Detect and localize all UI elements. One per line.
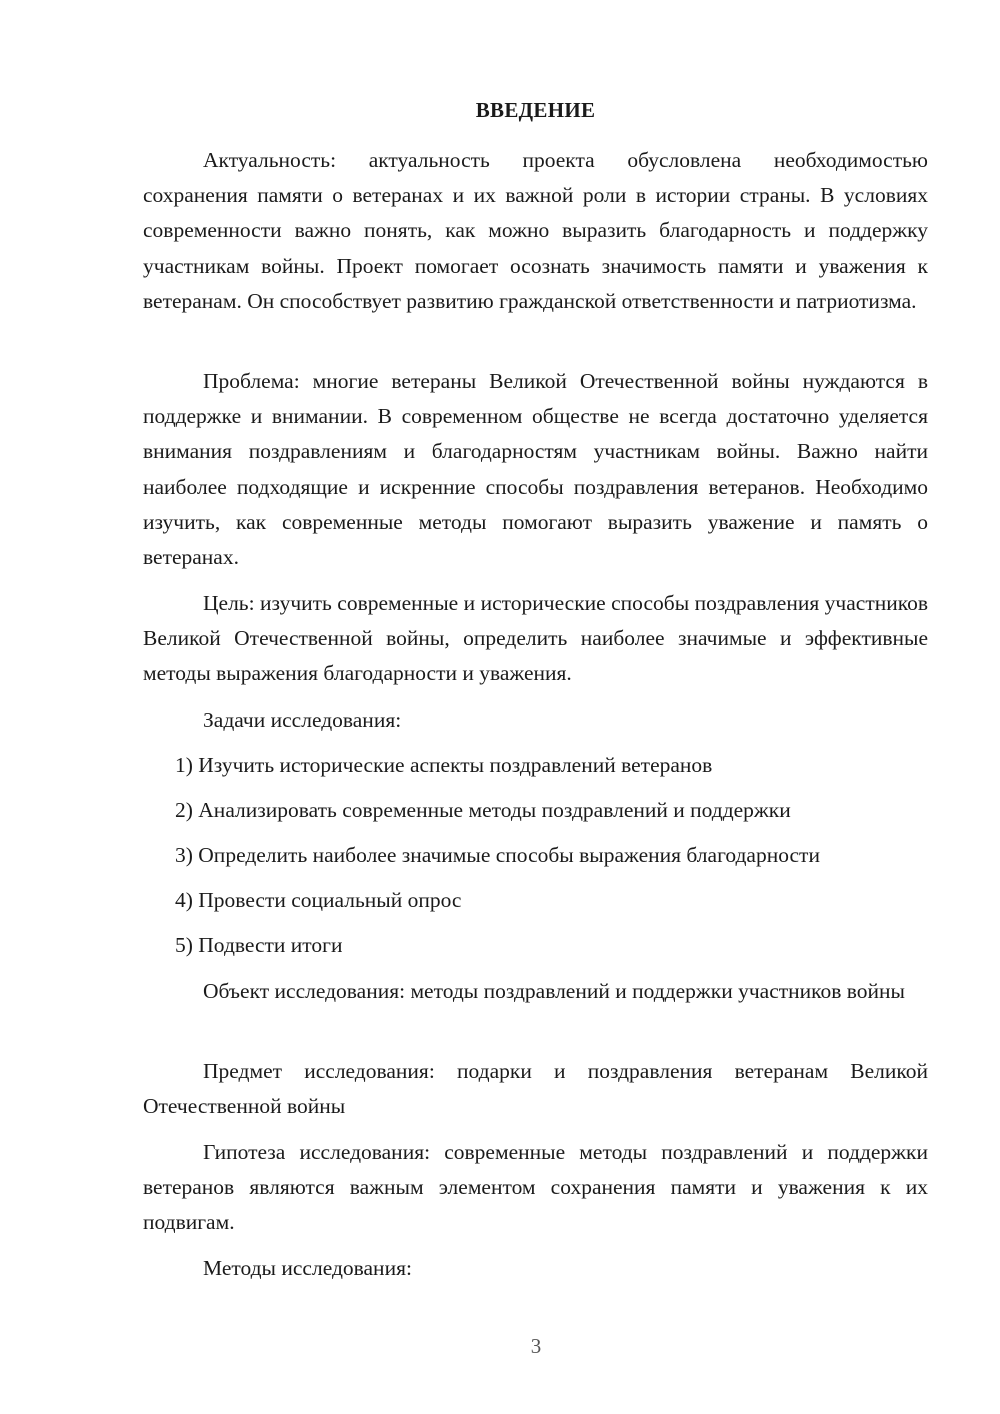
hypothesis-paragraph: Гипотеза исследования: современные методы поздравлений и поддержки ветеранов являются важным элементом сохранения памяти и уважения к их подвигам. bbox=[143, 1140, 928, 1235]
list-item: 2) Анализировать современные методы поздравлений и поддержки bbox=[175, 798, 791, 822]
list-item: 3) Определить наиболее значимые способы выражения благодарности bbox=[175, 843, 820, 867]
list-item: 5) Подвести итоги bbox=[175, 933, 343, 957]
problem-paragraph: Проблема: многие ветераны Великой Отечественной войны нуждаются в поддержке и внимании. В современном обществе не всегда достаточно уделяется внимания поздравлениям и благодарностям участникам войны. Важно найти наиболее подходящие и искренние способы поздравления ветеранов. Необходимо изучить, как современные методы помогают выразить уважение и память о ветеранах. bbox=[143, 369, 928, 570]
tasks-title: Задачи исследования: bbox=[203, 708, 402, 732]
page-number: 3 bbox=[530, 1334, 542, 1358]
list-item: 1) Изучить исторические аспекты поздравлений ветеранов bbox=[175, 753, 713, 777]
goal-paragraph: Цель: изучить современные и исторические способы поздравления участников Великой Отечественной войны, определить наиболее значимые и эффективные методы выражения благодарности и уважения. bbox=[143, 591, 928, 686]
relevance-paragraph: Актуальность: актуальность проекта обусловлена необходимостью сохранения памяти о ветеранах и их важной роли в истории страны. В условиях современности важно понять, как можно выразить благодарность и поддержку участникам войны. Проект помогает осознать значимость памяти и уважения к ветеранам. Он способствует развитию гражданской ответственности и патриотизма. bbox=[143, 148, 928, 313]
list-item: 4) Провести социальный опрос bbox=[175, 888, 462, 912]
methods-title: Методы исследования: bbox=[203, 1256, 412, 1280]
page-title: ВВЕДЕНИЕ bbox=[475, 98, 596, 122]
object-paragraph: Объект исследования: методы поздравлений и поддержки участников войны bbox=[203, 979, 905, 1003]
subject-paragraph: Предмет исследования: подарки и поздравления ветеранам Великой Отечественной войны bbox=[143, 1059, 928, 1119]
